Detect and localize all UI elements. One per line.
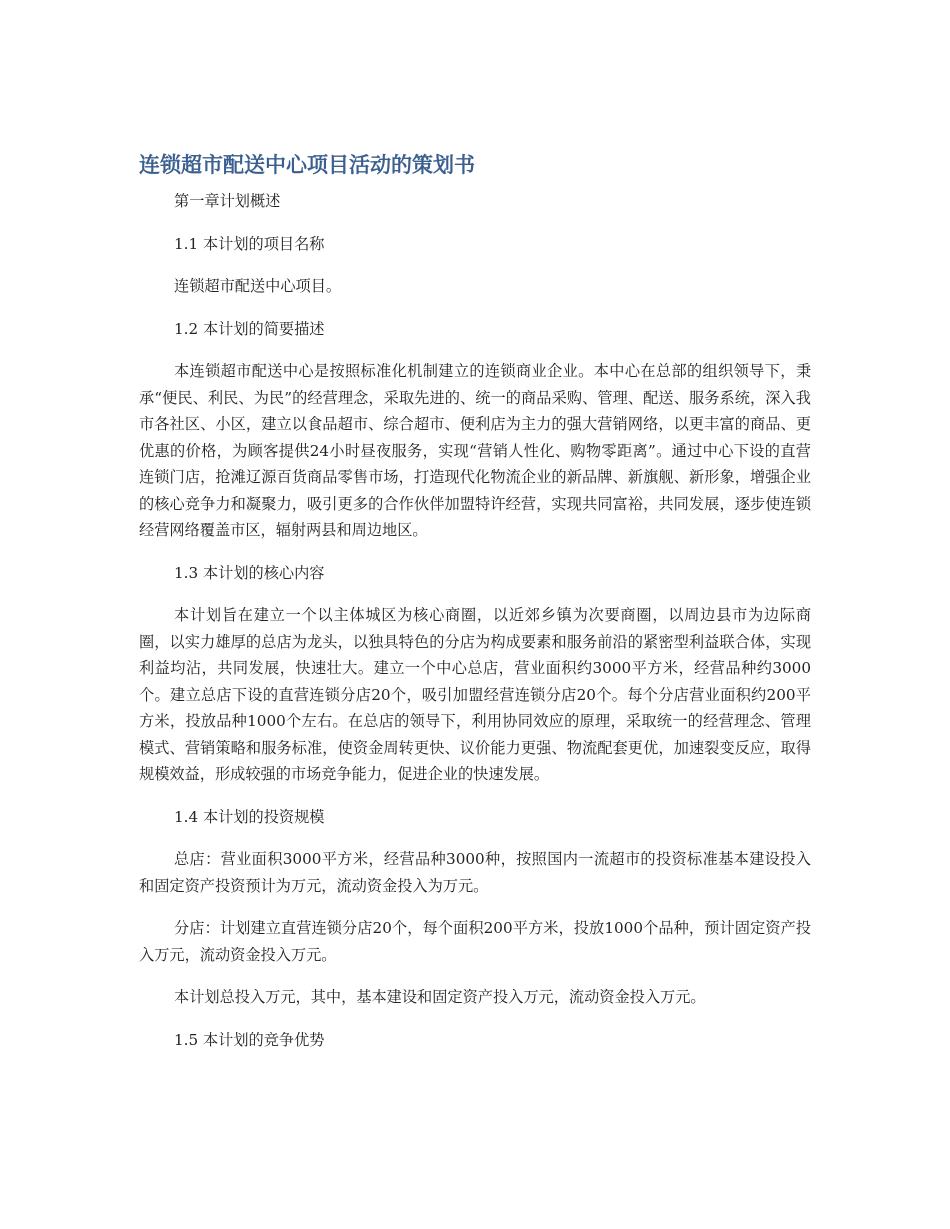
section-heading-1-5: 1.5 本计划的竞争优势 (174, 1030, 325, 1049)
document-title: 连锁超市配送中心项目活动的策划书 (139, 153, 475, 177)
section-text-1-4-total: 本计划总投入万元，其中，基本建设和固定资产投入万元，流动资金投入万元。 (174, 988, 706, 1006)
section-text-1-1: 连锁超市配送中心项目。 (174, 277, 342, 295)
section-text-1-4-main-store: 总店：营业面积3000平方米，经营品种3000种，按照国内一流超市的投资标准基本建设投入和固定资产投资预计为万元，流动资金投入为万元。 (139, 850, 811, 895)
section-heading-1-2: 1.2 本计划的简要描述 (174, 319, 325, 338)
chapter-heading: 第一章计划概述 (174, 192, 281, 210)
section-heading-1-1: 1.1 本计划的项目名称 (174, 234, 325, 253)
section-text-1-4-branches: 分店：计划建立直营连锁分店20个，每个面积200平方米，投放1000个品种，预计固定资产投入万元，流动资金投入万元。 (139, 919, 811, 964)
section-text-1-2: 本连锁超市配送中心是按照标准化机制建立的连锁商业企业。本中心在总部的组织领导下，秉承“便民、利民、为民”的经营理念，采取先进的、统一的商品采购、管理、配送、服务系统，深入我市各社区、小区，建立以食品超市、综合超市、便利店为主力的强大营销网络，以更丰富的商品、更优惠的价格，为顾客提供24小时昼夜服务，实现“营销人性化、购物零距离”。通过中心下设的直营连锁门店，抢滩辽源百货商品零售市场，打造现代化物流企业的新品牌、新旗舰、新形象，增强企业的核心竞争力和凝聚力，吸引更多的合作伙伴加盟特许经营，实现共同富裕，共同发展，逐步使连锁经营网络覆盖市区，辐射两县和周边地区。 (139, 362, 811, 539)
section-heading-1-4: 1.4 本计划的投资规模 (174, 807, 325, 826)
section-text-1-3: 本计划旨在建立一个以主体城区为核心商圈，以近郊乡镇为次要商圈，以周边县市为边际商圈，以实力雄厚的总店为龙头，以独具特色的分店为构成要素和服务前沿的紧密型利益联合体，实现利益均沾，共同发展，快速壮大。建立一个中心总店，营业面积约3000平方米，经营品种约3000个。建立总店下设的直营连锁分店20个，吸引加盟经营连锁分店20个。每个分店营业面积约200平方米，投放品种1000个左右。在总店的领导下，利用协同效应的原理，采取统一的经营理念、管理模式、营销策略和服务标准，使资金周转更快、议价能力更强、物流配套更优，加速裂变反应，取得规模效益，形成较强的市场竞争能力，促进企业的快速发展。 (139, 606, 811, 783)
document-page (139, 150, 811, 1069)
section-heading-1-3: 1.3 本计划的核心内容 (174, 563, 325, 582)
